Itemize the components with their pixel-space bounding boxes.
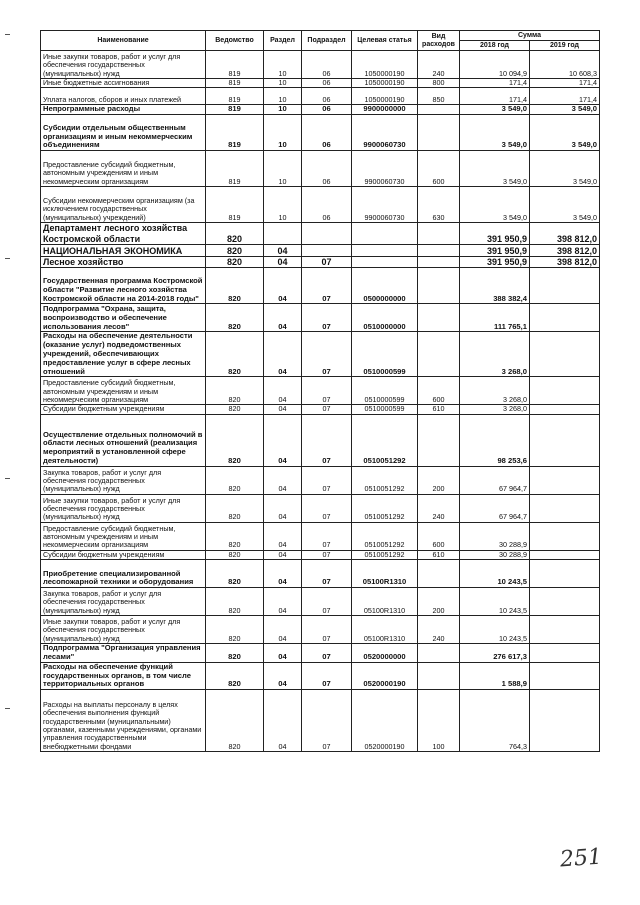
- cell-s19: [530, 560, 600, 588]
- cell-name: Субсидии отдельным общественным организациям и иным некоммерческим объединениям: [41, 115, 206, 151]
- cell-s18: 98 253,6: [460, 414, 530, 466]
- cell-s18: 171,4: [460, 79, 530, 88]
- cell-s18: 391 950,9: [460, 245, 530, 257]
- cell-vr: 600: [418, 151, 460, 187]
- cell-sec: 10: [264, 88, 302, 105]
- cell-target: 1050000190: [352, 51, 418, 79]
- cell-name: Подпрограмма "Организация управления лесами": [41, 644, 206, 663]
- cell-name: Иные закупки товаров, работ и услуг для обеспечения государственных (муниципальных) нужд: [41, 616, 206, 644]
- cell-s19: [530, 616, 600, 644]
- table-row: [41, 377, 600, 405]
- cell-s18: 391 950,9: [460, 257, 530, 268]
- cell-sub: 06: [302, 79, 352, 88]
- cell-s18: 171,4: [460, 88, 530, 105]
- cell-sub: 07: [302, 690, 352, 752]
- cell-name: Расходы на обеспечение функций государственных органов, в том числе территориальных органов: [41, 662, 206, 689]
- cell-s18: 3 549,0: [460, 187, 530, 223]
- cell-vr: 600: [418, 377, 460, 405]
- table-row: [41, 187, 600, 223]
- table-row: [41, 257, 600, 268]
- header-exptype: Вид расходов: [418, 31, 460, 51]
- cell-s19: [530, 405, 600, 414]
- cell-sub: 07: [302, 616, 352, 644]
- cell-s18: 3 268,0: [460, 377, 530, 405]
- cell-sub: 06: [302, 115, 352, 151]
- cell-s18: 764,3: [460, 690, 530, 752]
- cell-dept: 820: [206, 405, 264, 414]
- cell-s18: 10 243,5: [460, 560, 530, 588]
- cell-target: 0510051292: [352, 466, 418, 494]
- cell-target: 0520000190: [352, 662, 418, 689]
- cell-vr: 610: [418, 405, 460, 414]
- cell-s18: 3 549,0: [460, 115, 530, 151]
- cell-sec: 04: [264, 550, 302, 559]
- header-section: Раздел: [264, 31, 302, 51]
- page-number-handwritten: 251: [559, 844, 603, 873]
- cell-sub: 07: [302, 494, 352, 522]
- cell-vr: [418, 115, 460, 151]
- cell-sub: 06: [302, 88, 352, 105]
- cell-s19: [530, 588, 600, 616]
- scan-mark: [5, 478, 10, 479]
- table-row: [41, 550, 600, 559]
- cell-s18: 388 382,4: [460, 268, 530, 304]
- cell-name: Предоставление субсидий бюджетным, автономным учреждениям и иным некоммерческим организациям: [41, 151, 206, 187]
- cell-name: Иные бюджетные ассигнования: [41, 79, 206, 88]
- cell-sub: 06: [302, 187, 352, 223]
- table-row: [41, 644, 600, 663]
- cell-vr: 100: [418, 690, 460, 752]
- cell-name: НАЦИОНАЛЬНАЯ ЭКОНОМИКА: [41, 245, 206, 257]
- cell-s19: [530, 690, 600, 752]
- cell-dept: 820: [206, 466, 264, 494]
- cell-sec: 04: [264, 245, 302, 257]
- cell-sec: 04: [264, 257, 302, 268]
- cell-s18: 1 588,9: [460, 662, 530, 689]
- cell-name: Осуществление отдельных полномочий в области лесных отношений (реализация мероприятий в установленной сфере деятельности): [41, 414, 206, 466]
- cell-sub: 07: [302, 662, 352, 689]
- table-row: [41, 105, 600, 115]
- cell-dept: 820: [206, 414, 264, 466]
- cell-s19: 398 812,0: [530, 245, 600, 257]
- cell-name: Департамент лесного хозяйства Костромской области: [41, 223, 206, 245]
- cell-sec: [264, 223, 302, 245]
- table-row: [41, 223, 600, 245]
- cell-target: 05100R1310: [352, 560, 418, 588]
- cell-dept: 820: [206, 377, 264, 405]
- cell-name: Государственная программа Костромской области "Развитие лесного хозяйства Костромской области на 2014-2018 годы": [41, 268, 206, 304]
- cell-dept: 820: [206, 616, 264, 644]
- cell-s19: [530, 304, 600, 332]
- cell-s19: 3 549,0: [530, 115, 600, 151]
- cell-target: [352, 245, 418, 257]
- header-target: Целевая статья: [352, 31, 418, 51]
- cell-sec: 04: [264, 616, 302, 644]
- cell-vr: 610: [418, 550, 460, 559]
- cell-name: Приобретение специализированной лесопожарной техники и оборудования: [41, 560, 206, 588]
- cell-target: 0520000000: [352, 644, 418, 663]
- cell-s19: [530, 466, 600, 494]
- cell-sec: 04: [264, 332, 302, 377]
- cell-s19: 398 812,0: [530, 223, 600, 245]
- cell-vr: [418, 644, 460, 663]
- cell-dept: 820: [206, 644, 264, 663]
- cell-dept: 820: [206, 522, 264, 550]
- cell-sub: 07: [302, 644, 352, 663]
- table-row: [41, 151, 600, 187]
- table-row: [41, 494, 600, 522]
- cell-s18: 3 268,0: [460, 405, 530, 414]
- cell-target: 1050000190: [352, 79, 418, 88]
- cell-s19: 171,4: [530, 79, 600, 88]
- cell-dept: 820: [206, 223, 264, 245]
- cell-dept: 820: [206, 304, 264, 332]
- cell-target: 9900060730: [352, 187, 418, 223]
- cell-target: 0510051292: [352, 550, 418, 559]
- scan-mark: [5, 258, 10, 259]
- cell-sub: 07: [302, 414, 352, 466]
- cell-vr: [418, 257, 460, 268]
- cell-target: 0510000000: [352, 304, 418, 332]
- cell-dept: 819: [206, 105, 264, 115]
- header-name: Наименование: [41, 31, 206, 51]
- cell-s19: 3 549,0: [530, 151, 600, 187]
- cell-sub: 07: [302, 588, 352, 616]
- header-2019: 2019 год: [530, 41, 600, 51]
- cell-target: 0500000000: [352, 268, 418, 304]
- cell-sec: 04: [264, 494, 302, 522]
- cell-target: 05100R1310: [352, 616, 418, 644]
- cell-sec: 04: [264, 268, 302, 304]
- cell-vr: 600: [418, 522, 460, 550]
- cell-s18: 3 549,0: [460, 105, 530, 115]
- cell-dept: 820: [206, 257, 264, 268]
- cell-sub: 07: [302, 257, 352, 268]
- cell-s19: 10 608,3: [530, 51, 600, 79]
- cell-name: Лесное хозяйство: [41, 257, 206, 268]
- cell-name: Иные закупки товаров, работ и услуг для обеспечения государственных (муниципальных) нужд: [41, 494, 206, 522]
- cell-s19: [530, 550, 600, 559]
- cell-name: Подпрограмма "Охрана, защита, воспроизводство и обеспечение использования лесов": [41, 304, 206, 332]
- cell-sec: 10: [264, 115, 302, 151]
- cell-vr: [418, 105, 460, 115]
- table-row: [41, 522, 600, 550]
- cell-s18: 67 964,7: [460, 494, 530, 522]
- cell-vr: [418, 332, 460, 377]
- cell-s18: 10 243,5: [460, 588, 530, 616]
- cell-vr: 630: [418, 187, 460, 223]
- cell-vr: 800: [418, 79, 460, 88]
- scan-mark: [5, 708, 10, 709]
- cell-target: 9900000000: [352, 105, 418, 115]
- table-row: [41, 332, 600, 377]
- cell-dept: 819: [206, 187, 264, 223]
- cell-s18: 3 268,0: [460, 332, 530, 377]
- table-row: [41, 245, 600, 257]
- cell-s18: 10 243,5: [460, 616, 530, 644]
- cell-dept: 819: [206, 79, 264, 88]
- cell-s19: 3 549,0: [530, 105, 600, 115]
- cell-vr: [418, 268, 460, 304]
- cell-name: Субсидии бюджетным учреждениям: [41, 550, 206, 559]
- cell-s19: [530, 414, 600, 466]
- cell-dept: 820: [206, 550, 264, 559]
- cell-sec: 04: [264, 588, 302, 616]
- cell-dept: 820: [206, 332, 264, 377]
- cell-sec: 04: [264, 377, 302, 405]
- cell-sub: 07: [302, 377, 352, 405]
- cell-sub: 07: [302, 332, 352, 377]
- cell-sec: 10: [264, 187, 302, 223]
- table-row: [41, 304, 600, 332]
- cell-vr: [418, 662, 460, 689]
- cell-sub: 06: [302, 151, 352, 187]
- cell-target: 0510000599: [352, 332, 418, 377]
- cell-sec: 04: [264, 560, 302, 588]
- table-row: [41, 560, 600, 588]
- cell-dept: 820: [206, 494, 264, 522]
- cell-sec: 04: [264, 644, 302, 663]
- cell-sec: 10: [264, 51, 302, 79]
- cell-s19: [530, 268, 600, 304]
- table-row: [41, 662, 600, 689]
- cell-dept: 820: [206, 268, 264, 304]
- cell-sec: 04: [264, 405, 302, 414]
- table-row: [41, 466, 600, 494]
- cell-sub: 06: [302, 51, 352, 79]
- cell-vr: 200: [418, 466, 460, 494]
- table-row: [41, 51, 600, 79]
- cell-s18: 3 549,0: [460, 151, 530, 187]
- cell-vr: 240: [418, 616, 460, 644]
- cell-target: 0510051292: [352, 494, 418, 522]
- cell-s19: [530, 644, 600, 663]
- cell-dept: 819: [206, 51, 264, 79]
- cell-vr: [418, 560, 460, 588]
- cell-name: Закупка товаров, работ и услуг для обеспечения государственных (муниципальных) нужд: [41, 466, 206, 494]
- table-row: [41, 405, 600, 414]
- cell-sec: 10: [264, 79, 302, 88]
- cell-sec: 04: [264, 304, 302, 332]
- table-row: [41, 88, 600, 105]
- cell-dept: 820: [206, 560, 264, 588]
- cell-dept: 820: [206, 245, 264, 257]
- cell-sec: 10: [264, 151, 302, 187]
- cell-name: Предоставление субсидий бюджетным, автономным учреждениям и иным некоммерческим организациям: [41, 377, 206, 405]
- cell-target: 05100R1310: [352, 588, 418, 616]
- cell-sec: 04: [264, 690, 302, 752]
- cell-vr: [418, 414, 460, 466]
- cell-sub: 07: [302, 550, 352, 559]
- cell-sec: 04: [264, 414, 302, 466]
- table-row: [41, 616, 600, 644]
- cell-vr: [418, 223, 460, 245]
- table-row: [41, 588, 600, 616]
- budget-table: [40, 30, 600, 752]
- header-dept: Ведомство: [206, 31, 264, 51]
- cell-name: Расходы на обеспечение деятельности (оказание услуг) подведомственных учреждений, обеспечивающих предоставление услуг в сфере лесных отношений: [41, 332, 206, 377]
- cell-sub: 07: [302, 522, 352, 550]
- cell-name: Закупка товаров, работ и услуг для обеспечения государственных (муниципальных) нужд: [41, 588, 206, 616]
- cell-vr: 240: [418, 494, 460, 522]
- cell-s19: 3 549,0: [530, 187, 600, 223]
- cell-target: 1050000190: [352, 88, 418, 105]
- table-row: [41, 268, 600, 304]
- cell-target: 0520000190: [352, 690, 418, 752]
- cell-s18: 30 288,9: [460, 522, 530, 550]
- cell-sub: 06: [302, 105, 352, 115]
- cell-dept: 820: [206, 588, 264, 616]
- cell-s18: 30 288,9: [460, 550, 530, 559]
- cell-vr: 240: [418, 51, 460, 79]
- table-body: [41, 51, 600, 752]
- cell-s18: 67 964,7: [460, 466, 530, 494]
- cell-name: Непрограммные расходы: [41, 105, 206, 115]
- cell-s18: 10 094,9: [460, 51, 530, 79]
- cell-s19: [530, 377, 600, 405]
- cell-target: 0510000599: [352, 405, 418, 414]
- cell-sec: 04: [264, 466, 302, 494]
- cell-sec: 04: [264, 522, 302, 550]
- header-sum: Сумма: [460, 31, 600, 41]
- cell-dept: 820: [206, 662, 264, 689]
- cell-name: Иные закупки товаров, работ и услуг для обеспечения государственных (муниципальных) нужд: [41, 51, 206, 79]
- cell-s19: 398 812,0: [530, 257, 600, 268]
- cell-target: [352, 223, 418, 245]
- table-row: [41, 414, 600, 466]
- cell-sec: 04: [264, 662, 302, 689]
- cell-s19: [530, 494, 600, 522]
- cell-vr: 850: [418, 88, 460, 105]
- cell-sub: [302, 245, 352, 257]
- cell-s18: 391 950,9: [460, 223, 530, 245]
- cell-s19: [530, 522, 600, 550]
- table-row: [41, 690, 600, 752]
- cell-dept: 820: [206, 690, 264, 752]
- cell-s19: 171,4: [530, 88, 600, 105]
- cell-sub: 07: [302, 560, 352, 588]
- cell-name: Расходы на выплаты персоналу в целях обеспечения выполнения функций государственными (муниципальными) органами, казенными учреждениями, органами управления государственными внебюджетными фондами: [41, 690, 206, 752]
- cell-s19: [530, 662, 600, 689]
- cell-sub: 07: [302, 304, 352, 332]
- cell-sub: [302, 223, 352, 245]
- cell-s18: 111 765,1: [460, 304, 530, 332]
- cell-dept: 819: [206, 151, 264, 187]
- cell-name: Субсидии некоммерческим организациям (за исключением государственных (муниципальных) учреждений): [41, 187, 206, 223]
- cell-target: [352, 257, 418, 268]
- header-2018: 2018 год: [460, 41, 530, 51]
- scan-mark: [5, 34, 10, 35]
- cell-sub: 07: [302, 405, 352, 414]
- cell-sec: 10: [264, 105, 302, 115]
- cell-dept: 819: [206, 115, 264, 151]
- cell-target: 9900060730: [352, 115, 418, 151]
- table-row: [41, 115, 600, 151]
- cell-dept: 819: [206, 88, 264, 105]
- cell-s18: 276 617,3: [460, 644, 530, 663]
- cell-sub: 07: [302, 268, 352, 304]
- cell-vr: 200: [418, 588, 460, 616]
- table-row: [41, 79, 600, 88]
- cell-vr: [418, 304, 460, 332]
- cell-target: 0510051292: [352, 522, 418, 550]
- cell-name: Уплата налогов, сборов и иных платежей: [41, 88, 206, 105]
- cell-vr: [418, 245, 460, 257]
- cell-name: Субсидии бюджетным учреждениям: [41, 405, 206, 414]
- cell-s19: [530, 332, 600, 377]
- cell-sub: 07: [302, 466, 352, 494]
- header-subsection: Подраздел: [302, 31, 352, 51]
- cell-target: 9900060730: [352, 151, 418, 187]
- cell-target: 0510000599: [352, 377, 418, 405]
- cell-name: Предоставление субсидий бюджетным, автономным учреждениям и иным некоммерческим организациям: [41, 522, 206, 550]
- cell-target: 0510051292: [352, 414, 418, 466]
